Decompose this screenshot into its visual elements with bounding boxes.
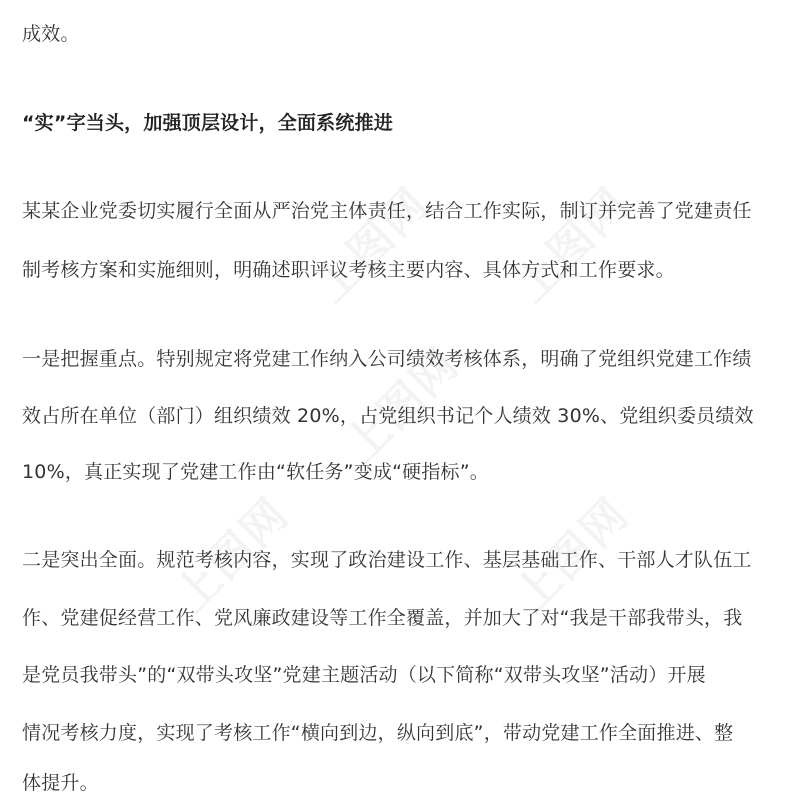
paragraph-line: 制考核方案和实施细则，明确述职评议考核主要内容、具体方式和工作要求。 [22,259,675,281]
paragraph-line: 效占所在单位（部门）组织绩效 20%，占党组织书记个人绩效 30%、党组织委员绩效 [22,405,754,427]
paragraph-line: 体提升。 [22,772,99,794]
paragraph-line: 成效。 [22,23,80,45]
paragraph-line: 情况考核力度，实现了考核工作“横向到边，纵向到底”，带动党建工作全面推进、整 [22,722,734,744]
watermark-logo: 上图网 [305,178,440,313]
watermark-logo: 上图网 [335,338,470,473]
watermark-logo: 上图网 [165,488,300,623]
watermark-logo: 上图网 [505,178,640,313]
paragraph-line: 某某企业党委切实履行全面从严治党主体责任，结合工作实际，制订并完善了党建责任 [22,200,752,222]
section-heading: “实”字当头，加强顶层设计，全面系统推进 [22,112,393,134]
paragraph-line: 作、党建促经营工作、党风廉政建设等工作全覆盖，并加大了对“我是干部我带头，我 [22,607,743,629]
paragraph-line: 10%，真正实现了党建工作由“软任务”变成“硬指标”。 [22,461,490,483]
watermark-logo: 上图网 [505,488,640,623]
paragraph-line: 二是突出全面。规范考核内容，实现了政治建设工作、基层基础工作、干部人才队伍工 [22,549,752,571]
paragraph-line: 是党员我带头”的“双带头攻坚”党建主题活动（以下简称“双带头攻坚”活动）开展 [22,664,706,686]
paragraph-line: 一是把握重点。特别规定将党建工作纳入公司绩效考核体系，明确了党组织党建工作绩 [22,348,752,370]
